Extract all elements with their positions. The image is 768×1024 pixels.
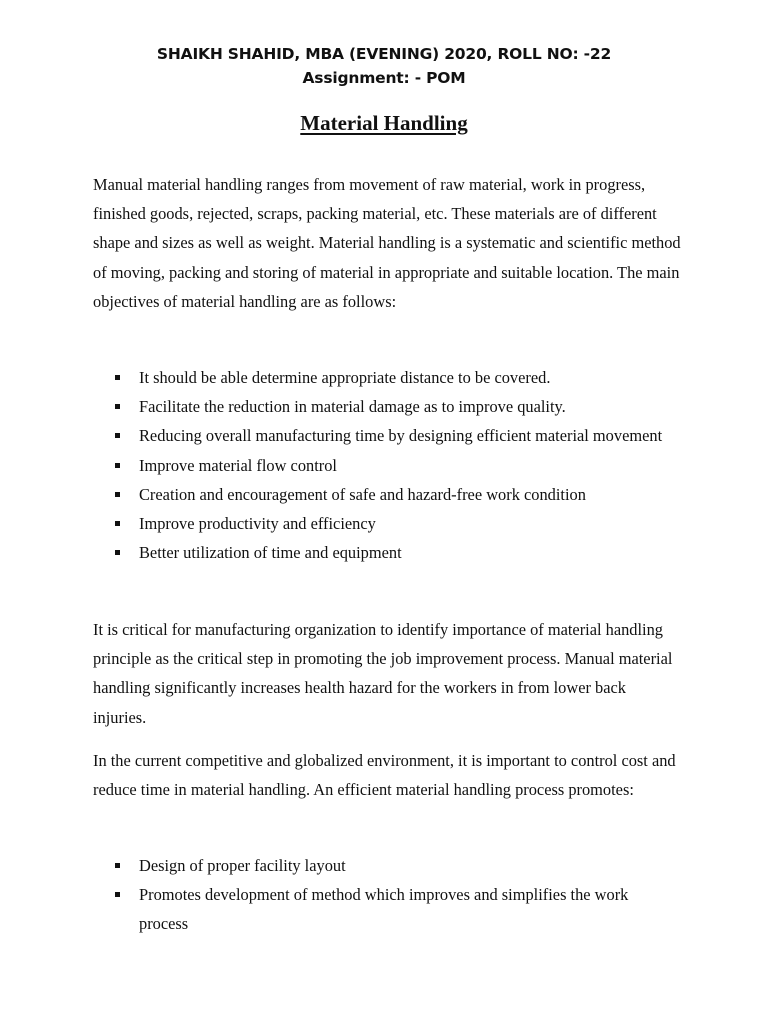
list-item-text: Reducing overall manufacturing time by designing efficient material movement	[139, 426, 663, 446]
list-item	[115, 851, 675, 880]
list-item-text: Design of proper facility layout	[139, 856, 346, 875]
list-item	[115, 509, 675, 538]
list-item-text: Creation and encouragement of safe and hazard-free work condition	[139, 484, 586, 504]
promotes-list	[115, 851, 675, 939]
bullet-icon	[115, 375, 120, 380]
list-item	[115, 480, 675, 509]
list-item	[115, 538, 675, 567]
document-title: Material Handling	[300, 111, 468, 135]
list-item	[115, 451, 675, 480]
critical-paragraph: It is critical for manufacturing organization to identify importance of material handling principle as the critical step in promoting the job improvement process. Manual material handling significantly increases health hazard for the workers in from lower back injuries.	[93, 620, 673, 727]
objectives-list	[115, 363, 675, 567]
list-item	[115, 392, 675, 421]
intro-paragraph: Manual material handling ranges from movement of raw material, work in progress, finished goods, rejected, scraps, packing material, etc. These materials are of different shape and sizes as well as weight. Material handling is a systematic and scientific method of moving, packing and storing of material in appropriate and suitable location. The main objectives of material handling are as follows:	[93, 175, 681, 311]
bullet-icon	[115, 463, 120, 468]
author-header: SHAIKH SHAHID, MBA (EVENING) 2020, ROLL NO: -22	[156, 45, 612, 63]
list-item	[115, 363, 675, 392]
list-item-text: Promotes development of method which improves and simplifies the work process	[139, 885, 629, 934]
list-item	[115, 880, 675, 938]
bullet-icon	[115, 492, 120, 497]
bullet-icon	[115, 550, 120, 555]
environment-paragraph: In the current competitive and globalized environment, it is important to control cost and reduce time in material handling. An efficient material handling process promotes:	[93, 751, 676, 800]
list-item-text: Improve productivity and efficiency	[139, 514, 376, 534]
list-item-text: Improve material flow control	[139, 455, 337, 475]
list-item-text: Better utilization of time and equipment	[139, 543, 402, 563]
list-item	[115, 421, 675, 450]
bullet-icon	[115, 433, 120, 438]
list-item-text: Facilitate the reduction in material damage as to improve quality.	[139, 397, 566, 417]
bullet-icon	[115, 892, 120, 897]
bullet-icon	[115, 404, 120, 409]
assignment-header: Assignment: - POM	[302, 69, 466, 87]
bullet-icon	[115, 863, 120, 868]
bullet-icon	[115, 521, 120, 526]
list-item-text: It should be able determine appropriate distance to be covered.	[139, 368, 551, 387]
